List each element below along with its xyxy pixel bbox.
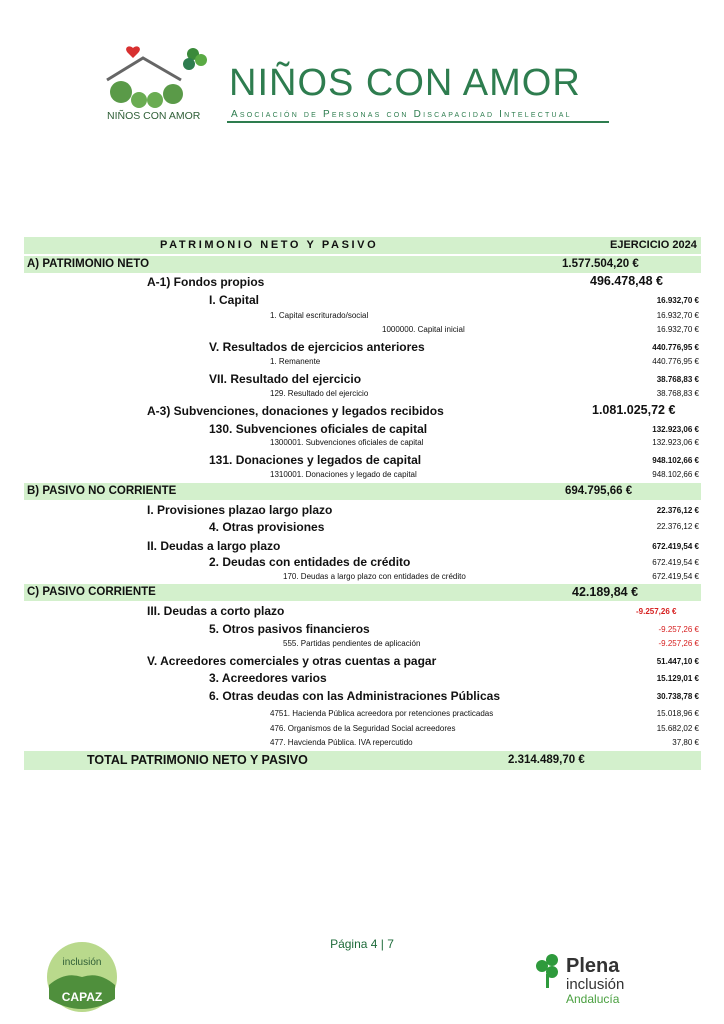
year-header: EJERCICIO 2024 [610, 239, 697, 251]
total-value: 2.314.489,70 € [508, 754, 585, 766]
badge-top-text: inclusión [62, 957, 102, 968]
table-row: C) PASIVO CORRIENTE 42.189,84 € [24, 584, 701, 601]
table-row: 1300001. Subvenciones oficiales de capital 132.923,06 € [270, 438, 699, 447]
plena-line1: Plena [566, 955, 620, 977]
table-row: I. Capital 16.932,70 € [209, 293, 699, 307]
table-row: 3. Acreedores varios 15.129,01 € [209, 671, 699, 685]
ninos-con-amor-logo [103, 44, 213, 122]
total-row [24, 751, 701, 770]
table-row: 130. Subvenciones oficiales de capital 132.923,06 € [209, 422, 699, 436]
table-row: 4. Otras provisiones 22.376,12 € [209, 520, 699, 534]
table-row: I. Provisiones plazao largo plazo 22.376,12 € [147, 503, 699, 517]
table-row: 2. Deudas con entidades de crédito 672.419,54 € [209, 555, 699, 569]
table-row: A-3) Subvenciones, donaciones y legados recibidos 1.081.025,72 € [147, 403, 676, 418]
table-row: 131. Donaciones y legados de capital 948.102,66 € [209, 453, 699, 467]
org-subtitle: Asociación de Personas con Discapacidad Intelectual [231, 109, 572, 120]
total-label: TOTAL PATRIMONIO NETO Y PASIVO [87, 753, 308, 767]
badge-bottom-text: CAPAZ [61, 990, 103, 1004]
table-row: II. Deudas a largo plazo 672.419,54 € [147, 539, 699, 553]
table-row: V. Resultados de ejercicios anteriores 440.776,95 € [209, 340, 699, 354]
table-row: III. Deudas a corto plazo -9.257,26 € [147, 604, 677, 618]
org-name: NIÑOS CON AMOR [229, 62, 581, 104]
table-row: 170. Deudas a largo plazo con entidades de crédito 672.419,54 € [283, 572, 699, 581]
table-title: PATRIMONIO NETO Y PASIVO [160, 239, 379, 251]
table-row: 1000000. Capital inicial 16.932,70 € [382, 325, 699, 334]
logo-caption: NIÑOS CON AMOR [107, 110, 201, 122]
table-row: B) PASIVO NO CORRIENTE 694.795,66 € [24, 483, 701, 500]
table-row: 1. Remanente 440.776,95 € [270, 357, 699, 366]
header-divider [227, 121, 609, 123]
table-row: 5. Otros pasivos financieros -9.257,26 € [209, 622, 699, 636]
plena-line2: inclusión [566, 976, 625, 993]
table-header-row [24, 237, 701, 254]
inclusion-capaz-badge [45, 941, 119, 1013]
page-number: Página 4 | 7 [330, 937, 394, 951]
table-row: 4751. Hacienda Pública acreedora por retenciones practicadas 15.018,96 € [270, 709, 699, 718]
table-row: 129. Resultado del ejercicio 38.768,83 € [270, 389, 699, 398]
table-row: 1. Capital escriturado/social 16.932,70 € [270, 311, 699, 320]
table-row: 555. Partidas pendientes de aplicación -9.257,26 € [283, 639, 699, 648]
table-row: A-1) Fondos propios 496.478,48 € [147, 274, 663, 289]
table-row: A) PATRIMONIO NETO 1.577.504,20 € [24, 256, 701, 273]
plena-inclusion-logo [530, 948, 670, 1008]
table-row: 477. Havcienda Pública. IVA repercutido 37,80 € [270, 738, 699, 747]
plena-line3: Andalucía [566, 992, 620, 1006]
table-row: 6. Otras deudas con las Administraciones Públicas 30.738,78 € [209, 689, 699, 703]
table-row: 1310001. Donaciones y legado de capital 948.102,66 € [270, 470, 699, 479]
table-row: 476. Organismos de la Seguridad Social acreedores 15.682,02 € [270, 724, 699, 733]
table-row: VII. Resultado del ejercicio 38.768,83 € [209, 372, 699, 386]
table-row: V. Acreedores comerciales y otras cuentas a pagar 51.447,10 € [147, 654, 699, 668]
